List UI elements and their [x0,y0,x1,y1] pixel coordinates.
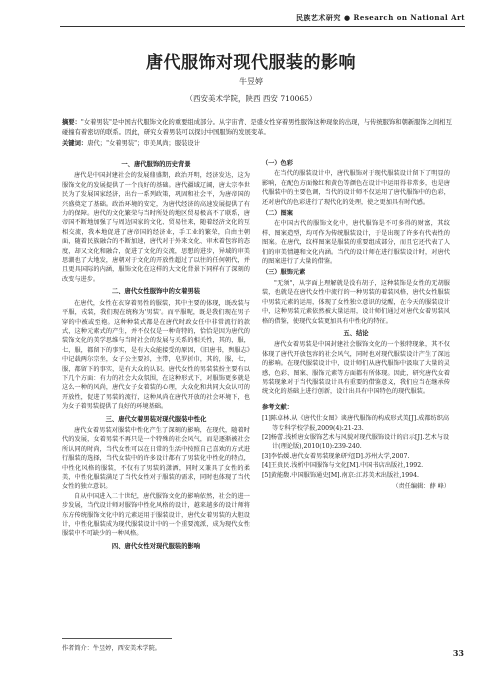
abstract [62,118,457,137]
keywords-label: 关键词： [62,140,88,147]
references-heading: 参考文献： [262,403,293,411]
body-paragraph: 唐代女着男装对服装中性化产生了深刻的影响，在现代，随着时代的发展，女着男装不再只是一个特殊的社会风气，而是逐渐被社会所认同的时尚，当代女性可以在日常的生活中按照自己喜欢的方式进行服装的选择，当代女装中的许多设计都有了男装化中性化的特点，中性化风格的服装，不仅有了男装的潇洒，同时又兼具了女性的柔美，中性化服装满足了当代女性对于服装的需求，同时也体现了当代女性的独立意识。 [62,426,250,491]
reference-item: [3]李怡媛.唐代女着男装现象研究[D].苏州大学,2007. [262,452,410,460]
author-affiliation: （西安美术学院，陕西 西安 710065） [185,94,317,103]
abstract-text: "女着男装"是中国古代服饰文化的重要组成部分。从宇宙背、是盛女性穿着男性服饰这种现象的出现，与传统服饰和朝新服饰之间相互碰撞有着密切的联系。因此，研究女着男装可以探讨中国服饰的发展变革。 [62,119,452,136]
author-footnote: 作者简介：牛昱婷，西安美术学院。 [62,645,161,652]
journal-name-en: Research on National Art [353,13,465,22]
journal-name-cn: 民族艺术研究 [295,13,341,22]
keywords [62,139,457,149]
section-heading: 四、唐代女性对现代服装的影响 [111,542,201,550]
responsible-editor: （责任编辑：薛 峰） [392,483,450,490]
header-rule [60,26,465,27]
body-paragraph: 在当代的服装设计中，唐代服饰对于现代服装设计留下了明显的影响，在配色方面像红和黄色等颜色在设计中运用得非常多，也是唐代服装中的主要色调，当代的设计师不仅运用了唐代服饰中的色彩，还对唐代的色彩进行了现代化的处理，使之更加具有时代感。 [262,170,450,206]
body-paragraph: "无须"，从字面上理解就是没有胡子，这种装饰是女性的无胡服装，也就是在唐代女性中流行的一种男装的着装风格，唐代女性服装中男装元素的运用，体现了女性独立意识的觉醒，在今天的服装设计中，这种男装元素依然被大量运用，设计师们通过对唐代女着男装风格的借鉴，使现代女装更加具有中性化的特征。 [262,279,450,325]
subsection-heading: （二）图案 [262,210,293,218]
abstract-label: 摘要： [62,119,81,126]
reference-item: [1]陈卓林.从《唐代仕女图》谈唐代服饰的构成形式美[J].成都纺织高等专科学校学报,2009(4):21-23. [262,415,450,432]
section-heading: 一、唐代服饰的历史背景 [121,161,191,168]
reference-item: [2]杨蕾.浅析唐女服饰艺术与风貌对现代服饰设计的启示[J].艺术与设计(理论版),2010(10):239-240. [262,433,450,451]
right-column [262,157,450,617]
article-title: 唐代服饰对现代服装的影响 [146,53,356,73]
reference-item: [5]黄能馥.中国服饰通史[M].南京:江苏美术出版社,1994. [262,471,420,479]
article-author: 牛昱婷 [239,77,263,86]
subsection-heading: （三）服饰元素 [262,269,306,277]
abstract-block [62,118,457,149]
header-separator: ● [343,13,351,22]
page-number: 33 [452,648,464,658]
section-heading: 二、唐代女性服饰中的女着男装 [111,288,201,296]
footnote-rule [62,638,172,639]
reference-item: [4]王贵民.浅析中国服饰与文化[M].中国书店出版社,1992. [262,462,424,470]
body-paragraph: 唐代是中国封建社会的发展鼎盛期，政治开明，经济发达，这为服饰文化的发展提供了一个良好的基础。唐代疆域辽阔，唐太宗李世民为了发展国家经济，出台一系列政策，巩固和社会平，为唐帝国的兴盛奠定了基础。政治环境的安定，为唐代经济的高速发展提供了有力的保障。唐代的文化繁荣与当时所处的地区贸易极高不了联系，唐帝国不断地加强了与周边国家的文化、贸易往来，随着经济文化的互相交流，我本地促进了唐帝国的经济业，手工业的繁荣，自由主朝面，随着民族融合的不断加速，唐代对于外来文化、审术着包容的态度，却又文化和融合，促进了文化的交流，思想的进步，异域的审美思潮也了大地发，唐朝对于文化的开放性超过了以往的任何朝代，并且更具国际的内涵，服饰文化在这样的大文化背景下同样有了深刻的改变与进步。 [62,172,250,283]
body-paragraph: 在中国古代的服饰文化中，唐代服饰是不可多得的财富，其纹样、图案造型，均可作为传统服装设计，于是出现了许多有代表性的图案。在唐代，纹样图案是服装的重要组成部分，而且它还代表了人们的审美情趣和文化内涵。当代的设计师在进行服装设计时，对唐代的图案进行了大量的借鉴。 [262,220,450,266]
keywords-text: 唐代；"女着男装"；审美风尚；服装设计 [87,140,201,147]
section-heading: 五、结论 [343,329,369,337]
subsection-heading: （一）色彩 [262,160,293,167]
left-column [62,157,250,632]
body-paragraph: 自从中国进入二十世纪，唐代服饰文化的影响依然，社会的进一步发展，当代设计师对服饰中性化风格的设计，越来越多的设计师将东方传统服饰文化中的元素运用于服装设计，唐代女着男装的大胆设计，中性化服装成为现代服装设计中的一个重要流派，成为现代女性服装中不可缺少的一种风格。 [62,492,250,538]
body-paragraph: 唐代女着男装是中国封建社会服饰文化的一个独特现象，其不仅体现了唐代开放包容的社会风气，同时也对现代服装设计产生了深远的影响。在现代服装设计中，设计师们从唐代服饰中汲取了大量的灵感，色彩、图案、服饰元素等方面都有所体现。因此，研究唐代女着男装现象对于当代服装设计具有重要的借鉴意义，我们应当在继承传统文化的基础上进行创新，设计出具有中国特色的现代服装。 [262,341,450,396]
journal-header [296,13,465,23]
body-paragraph: 在唐代，女性在衣穿着男性的服装，其中主要的体现，既改装与平服，戎装，我们现在统称为'男装'。而平服呢，既是我们现在男子穿的中被或至袍。这种种装式都是在唐代时政女任中非常流行的款式，这种元素式的产生，并不仅仅是一种奇特的，恰恰是因为唐代的装饰文化的美学思维与当时社会的发展与关系的相关性，其的，服，七，服，都留下的事实，是有大众能接受的原因，《旧唐书，舆服志》中记载两尔宗坐，女子公主要衫，主带，皂罗折巾，其的，服，七，服，都留下的事实，是有大众的认识。唐代女性的男装装扮主要有以下几个方面：有力的社会大众氛围，在这种形式下，对服饰更多就是这么一种的风尚，唐代女子女着装的心理，大众化和共同大众认可的开放性，促进了男装的流行，这种风尚在唐代开放的社会环境下，也为女子着男装提供了良好的环境基础。 [62,299,250,411]
section-heading: 三、唐代女着男装对现代服装中性化 [105,415,207,423]
